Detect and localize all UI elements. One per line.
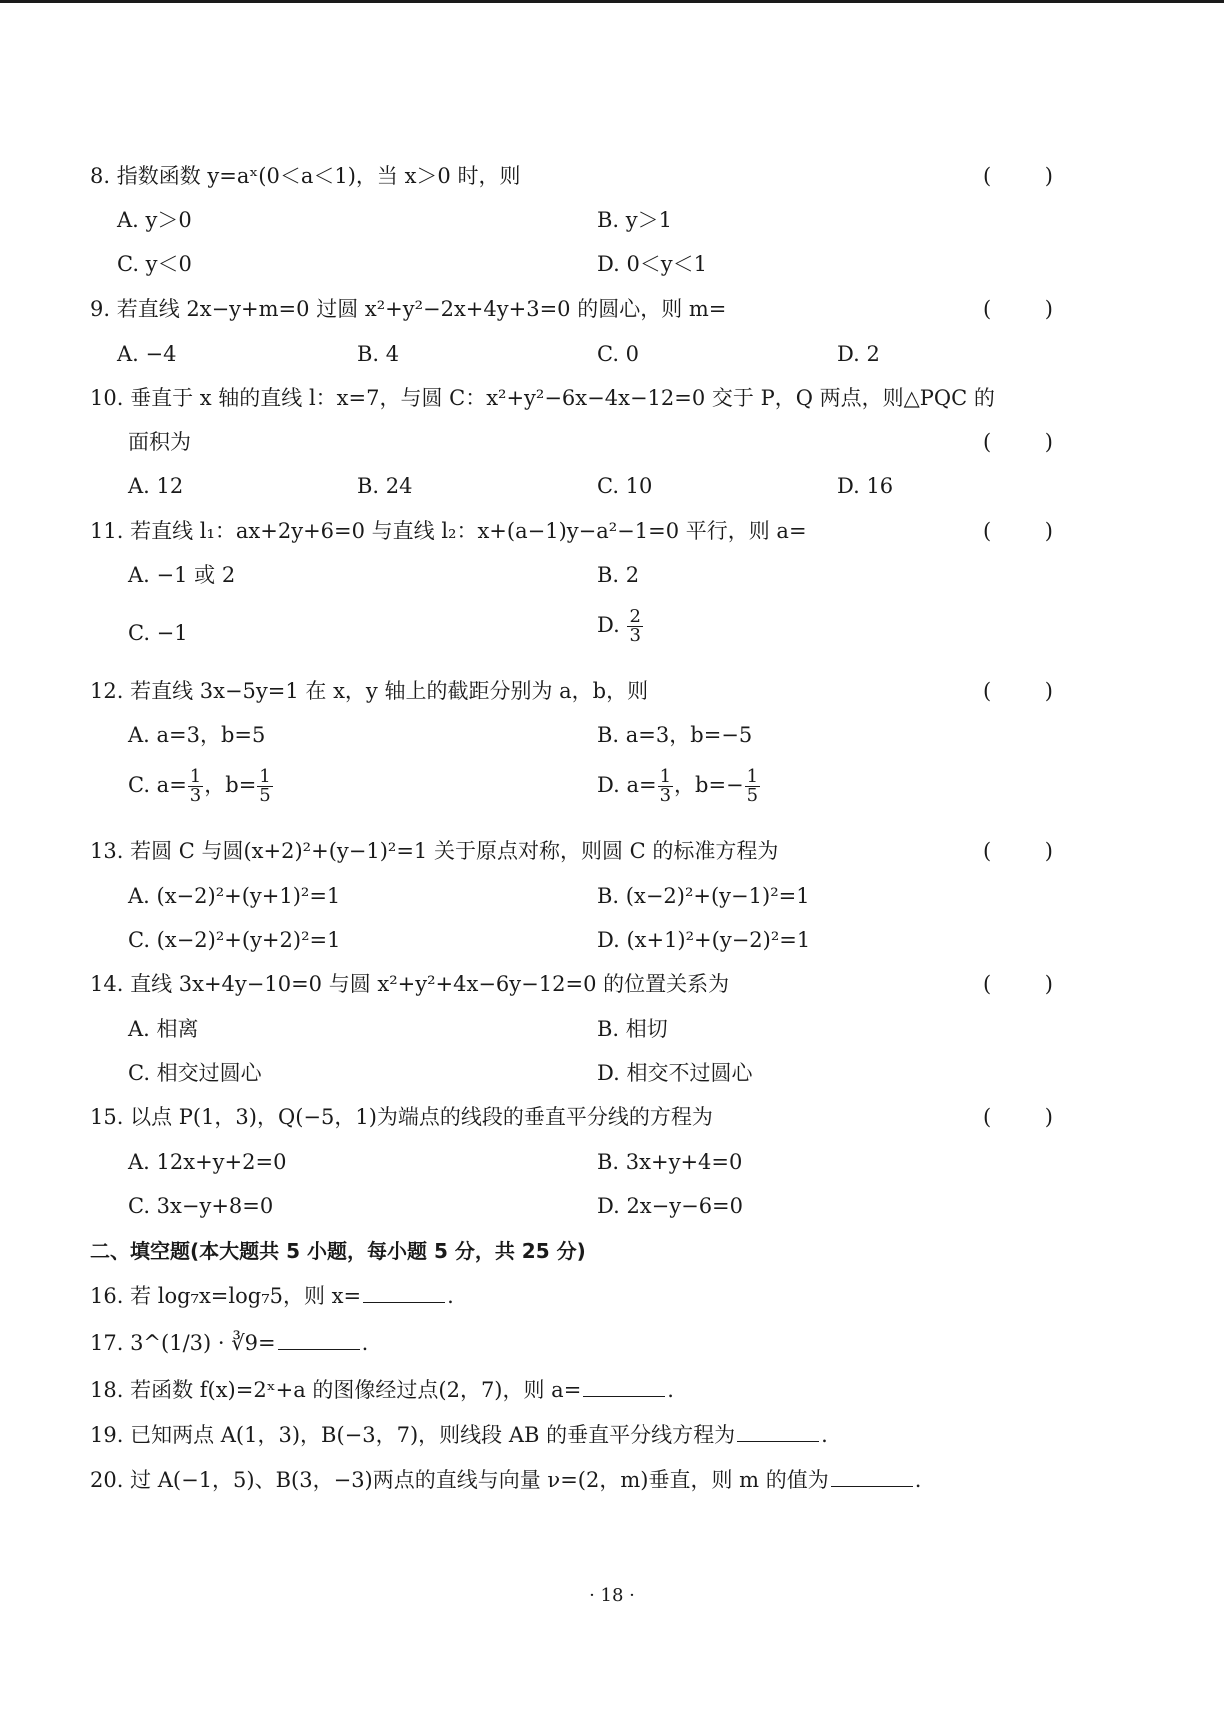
question-14-stem: 14. 直线 3x+4y−10=0 与圆 x²+y²+4x−6y−12=0 的位置关系为 [90, 972, 730, 996]
question-10-stem-cont: 面积为 [128, 430, 191, 454]
q10-option-b: B. 24 [357, 474, 413, 498]
q12-option-a: A. a=3，b=5 [128, 723, 266, 747]
answer-paren-8: ( ) [983, 164, 1053, 188]
q11-option-b: B. 2 [597, 563, 640, 587]
answer-paren-12: ( ) [983, 679, 1053, 703]
question-16: 16. 若 log₇x=log₇5，则 x= . [90, 1284, 454, 1308]
question-20: 20. 过 A(−1，5)、B(3，−3)两点的直线与向量 ν=(2，m)垂直，则 m 的值为 . [90, 1468, 922, 1492]
answer-paren-15: ( ) [983, 1105, 1053, 1129]
q8-option-c: C. y＜0 [117, 252, 192, 276]
q8-option-d: D. 0＜y＜1 [597, 252, 708, 276]
q14-option-b: B. 相切 [597, 1017, 668, 1041]
q12-option-d: D. a= $\frac{1}{3}$ ，b=− $\frac{1}{5}$ [597, 766, 759, 806]
q10-option-d: D. 16 [837, 474, 894, 498]
fraction-one-third: $\frac{1}{3}$ [659, 766, 672, 806]
question-13-stem: 13. 若圆 C 与圆(x+2)²+(y−1)²=1 关于原点对称，则圆 C 的标准方程为 [90, 839, 779, 863]
q11-option-d: D. $\frac{2}{3}$ [597, 606, 641, 646]
q11-option-a: A. −1 或 2 [128, 563, 236, 587]
q10-option-a: A. 12 [128, 474, 184, 498]
answer-blank-20 [831, 1468, 913, 1487]
q14-option-d: D. 相交不过圆心 [597, 1061, 753, 1085]
q13-option-c: C. (x−2)²+(y+2)²=1 [128, 928, 341, 952]
page-number: · 18 · [589, 1585, 635, 1606]
fraction-one-fifth: $\frac{1}{5}$ [746, 766, 759, 806]
q13-option-d: D. (x+1)²+(y−2)²=1 [597, 928, 811, 952]
answer-blank-19 [737, 1423, 819, 1442]
q11-option-c: C. −1 [128, 621, 188, 645]
answer-blank-16 [363, 1284, 445, 1303]
answer-paren-11: ( ) [983, 519, 1053, 543]
q14-option-a: A. 相离 [128, 1017, 199, 1041]
q9-option-d: D. 2 [837, 342, 880, 366]
q15-option-c: C. 3x−y+8=0 [128, 1194, 274, 1218]
fraction-one-third: $\frac{1}{3}$ [189, 766, 202, 806]
answer-paren-9: ( ) [983, 297, 1053, 321]
q12-option-b: B. a=3，b=−5 [597, 723, 753, 747]
question-10-stem: 10. 垂直于 x 轴的直线 l：x=7，与圆 C：x²+y²−6x−4x−12=0 交于 P，Q 两点，则△PQC 的 [90, 386, 995, 410]
answer-blank-18 [583, 1378, 665, 1397]
section-heading-fill-in: 二、填空题(本大题共 5 小题，每小题 5 分，共 25 分) [90, 1239, 586, 1263]
q9-option-c: C. 0 [597, 342, 640, 366]
fraction-one-fifth: $\frac{1}{5}$ [259, 766, 271, 806]
question-17: 17. 3^(1/3) · ∛9= . [90, 1331, 369, 1355]
question-11-stem: 11. 若直线 l₁：ax+2y+6=0 与直线 l₂：x+(a−1)y−a²−1=0 平行，则 a= [90, 519, 807, 543]
q12-option-c: C. a= $\frac{1}{3}$ ，b= $\frac{1}{5}$ [128, 766, 271, 806]
answer-paren-10: ( ) [983, 430, 1053, 454]
q13-option-b: B. (x−2)²+(y−1)²=1 [597, 884, 810, 908]
q9-option-a: A. −4 [117, 342, 177, 366]
question-19: 19. 已知两点 A(1，3)，B(−3，7)，则线段 AB 的垂直平分线方程为 . [90, 1423, 828, 1447]
q15-option-d: D. 2x−y−6=0 [597, 1194, 744, 1218]
answer-blank-17 [278, 1331, 360, 1350]
top-border-rule [0, 0, 1224, 3]
q13-option-a: A. (x−2)²+(y+1)²=1 [128, 884, 341, 908]
question-12-stem: 12. 若直线 3x−5y=1 在 x，y 轴上的截距分别为 a，b，则 [90, 679, 649, 703]
question-15-stem: 15. 以点 P(1，3)，Q(−5，1)为端点的线段的垂直平分线的方程为 [90, 1105, 713, 1129]
q8-option-a: A. y＞0 [117, 208, 192, 232]
q9-option-b: B. 4 [357, 342, 400, 366]
q15-option-a: A. 12x+y+2=0 [128, 1150, 287, 1174]
answer-paren-13: ( ) [983, 839, 1053, 863]
fraction-two-thirds: $\frac{2}{3}$ [629, 606, 641, 646]
question-18: 18. 若函数 f(x)=2ˣ+a 的图像经过点(2，7)，则 a= . [90, 1378, 674, 1402]
q14-option-c: C. 相交过圆心 [128, 1061, 262, 1085]
question-9-stem: 9. 若直线 2x−y+m=0 过圆 x²+y²−2x+4y+3=0 的圆心，则 m= [90, 297, 727, 321]
question-8-stem: 8. 指数函数 y=aˣ(0＜a＜1)，当 x＞0 时，则 [90, 164, 521, 188]
answer-paren-14: ( ) [983, 972, 1053, 996]
q8-option-b: B. y＞1 [597, 208, 673, 232]
q10-option-c: C. 10 [597, 474, 653, 498]
q15-option-b: B. 3x+y+4=0 [597, 1150, 743, 1174]
